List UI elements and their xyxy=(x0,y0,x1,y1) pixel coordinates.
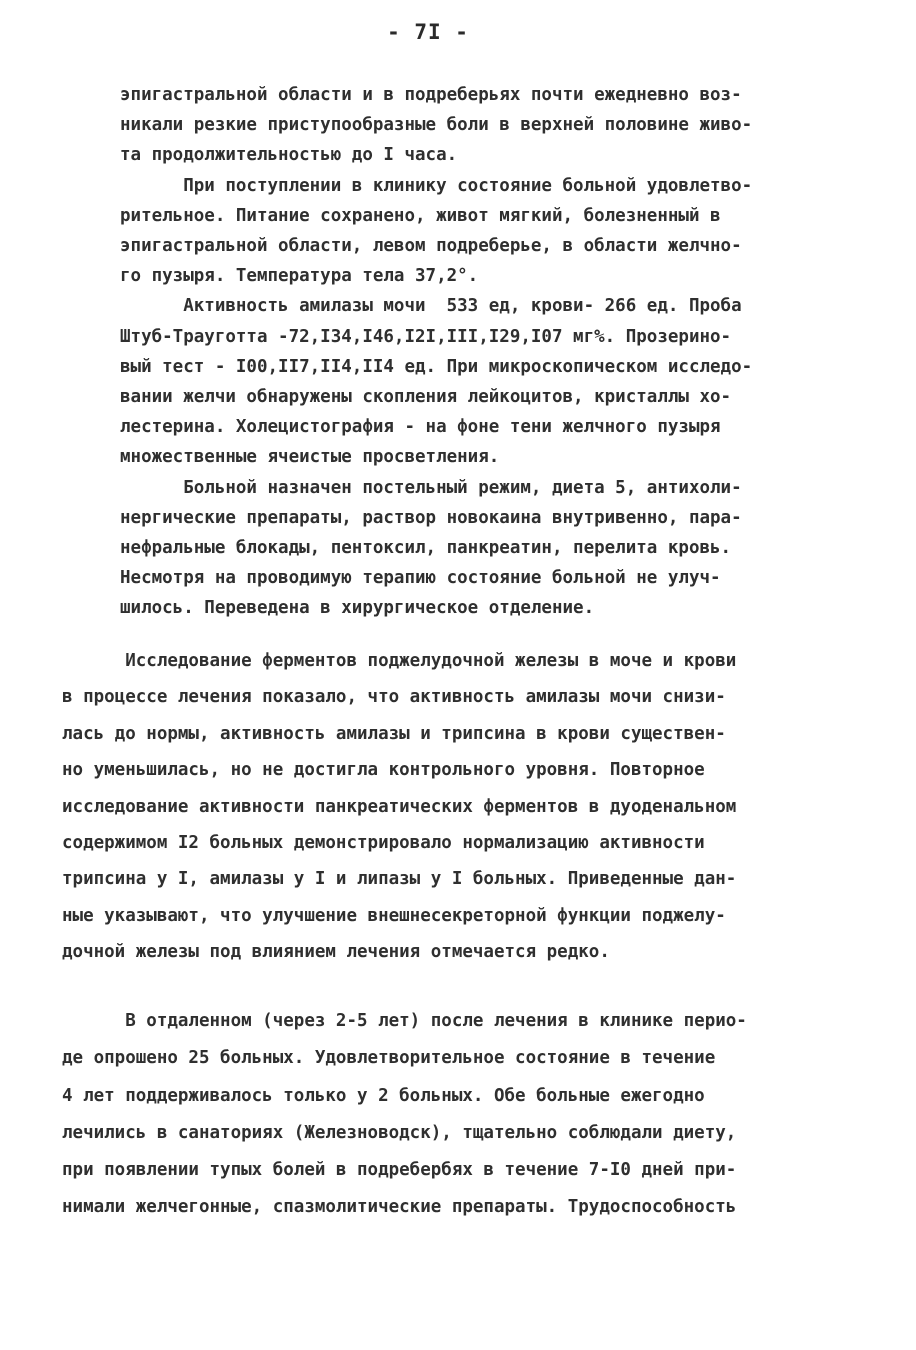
case-report-line: множественные ячеистые просветления. xyxy=(120,447,500,468)
main-paragraph-2 xyxy=(62,1003,852,1227)
paragraph-line: В отдаленном (через 2-5 лет) после лечения в клинике перио- xyxy=(62,1011,747,1031)
paragraph-line: исследование активности панкреатических ферментов в дуоденальном xyxy=(62,796,737,817)
case-report-line: Несмотря на проводимую терапию состояние больной не улуч- xyxy=(120,568,721,589)
case-report-line: нефральные блокады, пентоксил, панкреатин, перелита кровь. xyxy=(120,538,732,559)
paragraph-line: при появлении тупых болей в подребербях в течение 7-I0 дней при- xyxy=(62,1160,737,1181)
case-report-line: та продолжительностью до I часа. xyxy=(120,145,458,166)
paragraph-line: 4 лет поддерживалось только у 2 больных. Обе больные ежегодно xyxy=(62,1085,705,1106)
case-report-line: вании желчи обнаружены скопления лейкоцитов, кристаллы хо- xyxy=(120,387,732,408)
paragraph-line: в процессе лечения показало, что активность амилазы мочи снизи- xyxy=(62,687,726,708)
case-report-line: вый тест - I00,II7,II4,II4 ед. При микроскопическом исследо- xyxy=(120,356,753,377)
case-report-line: При поступлении в клинику состояние больной удовлетво- xyxy=(120,175,753,196)
case-report-line: лестерина. Холецистография - на фоне тени желчного пузыря xyxy=(120,417,721,438)
case-report-line: Активность амилазы мочи 533 ед, крови- 266 ед. Проба xyxy=(120,296,742,317)
page-number: - 7I - xyxy=(387,20,469,44)
main-paragraph-1 xyxy=(62,643,852,971)
case-report-line: эпигастральной области, левом подреберье, в области желчно- xyxy=(120,236,742,257)
paragraph-line: трипсина у I, амилазы у I и липазы у I больных. Приведенные дан- xyxy=(62,869,737,890)
paragraph-line: содержимом I2 больных демонстрировало нормализацию активности xyxy=(62,833,705,854)
case-report-line: никали резкие приступообразные боли в верхней половине живо- xyxy=(120,115,753,136)
paragraph-line: лась до нормы, активность амилазы и трипсина в крови существен- xyxy=(62,723,726,744)
case-report-line: Больной назначен постельный режим, диета 5, антихоли- xyxy=(120,477,742,498)
paragraph-line: ные указывают, что улучшение внешнесекреторной функции поджелу- xyxy=(62,905,726,926)
case-report-line: эпигастральной области и в подреберьях почти ежедневно воз- xyxy=(120,85,742,105)
paragraph-line: Исследование ферментов поджелудочной железы в моче и крови xyxy=(62,651,737,671)
case-report-line: шилось. Переведена в хирургическое отделение. xyxy=(120,598,595,619)
paragraph-line: нимали желчегонные, спазмолитические препараты. Трудоспособность xyxy=(62,1197,737,1218)
case-report-line: нергические препараты, раствор новокаина внутривенно, пара- xyxy=(120,507,742,528)
paragraph-line: лечились в санаториях (Железноводск), тщательно соблюдали диету, xyxy=(62,1122,737,1143)
case-report-line: го пузыря. Температура тела 37,2°. xyxy=(120,266,479,287)
case-report-block xyxy=(120,80,850,624)
case-report-line: Штуб-Трауготта -72,I34,I46,I2I,III,I29,I07 мг%. Прозерино- xyxy=(120,326,732,347)
paragraph-line: дочной железы под влиянием лечения отмечается редко. xyxy=(62,942,610,963)
paragraph-line: де опрошено 25 больных. Удовлетворительное состояние в течение xyxy=(62,1048,716,1069)
case-report-line: рительное. Питание сохранено, живот мягкий, болезненный в xyxy=(120,205,721,226)
paragraph-line: но уменьшилась, но не достигла контрольного уровня. Повторное xyxy=(62,760,705,781)
